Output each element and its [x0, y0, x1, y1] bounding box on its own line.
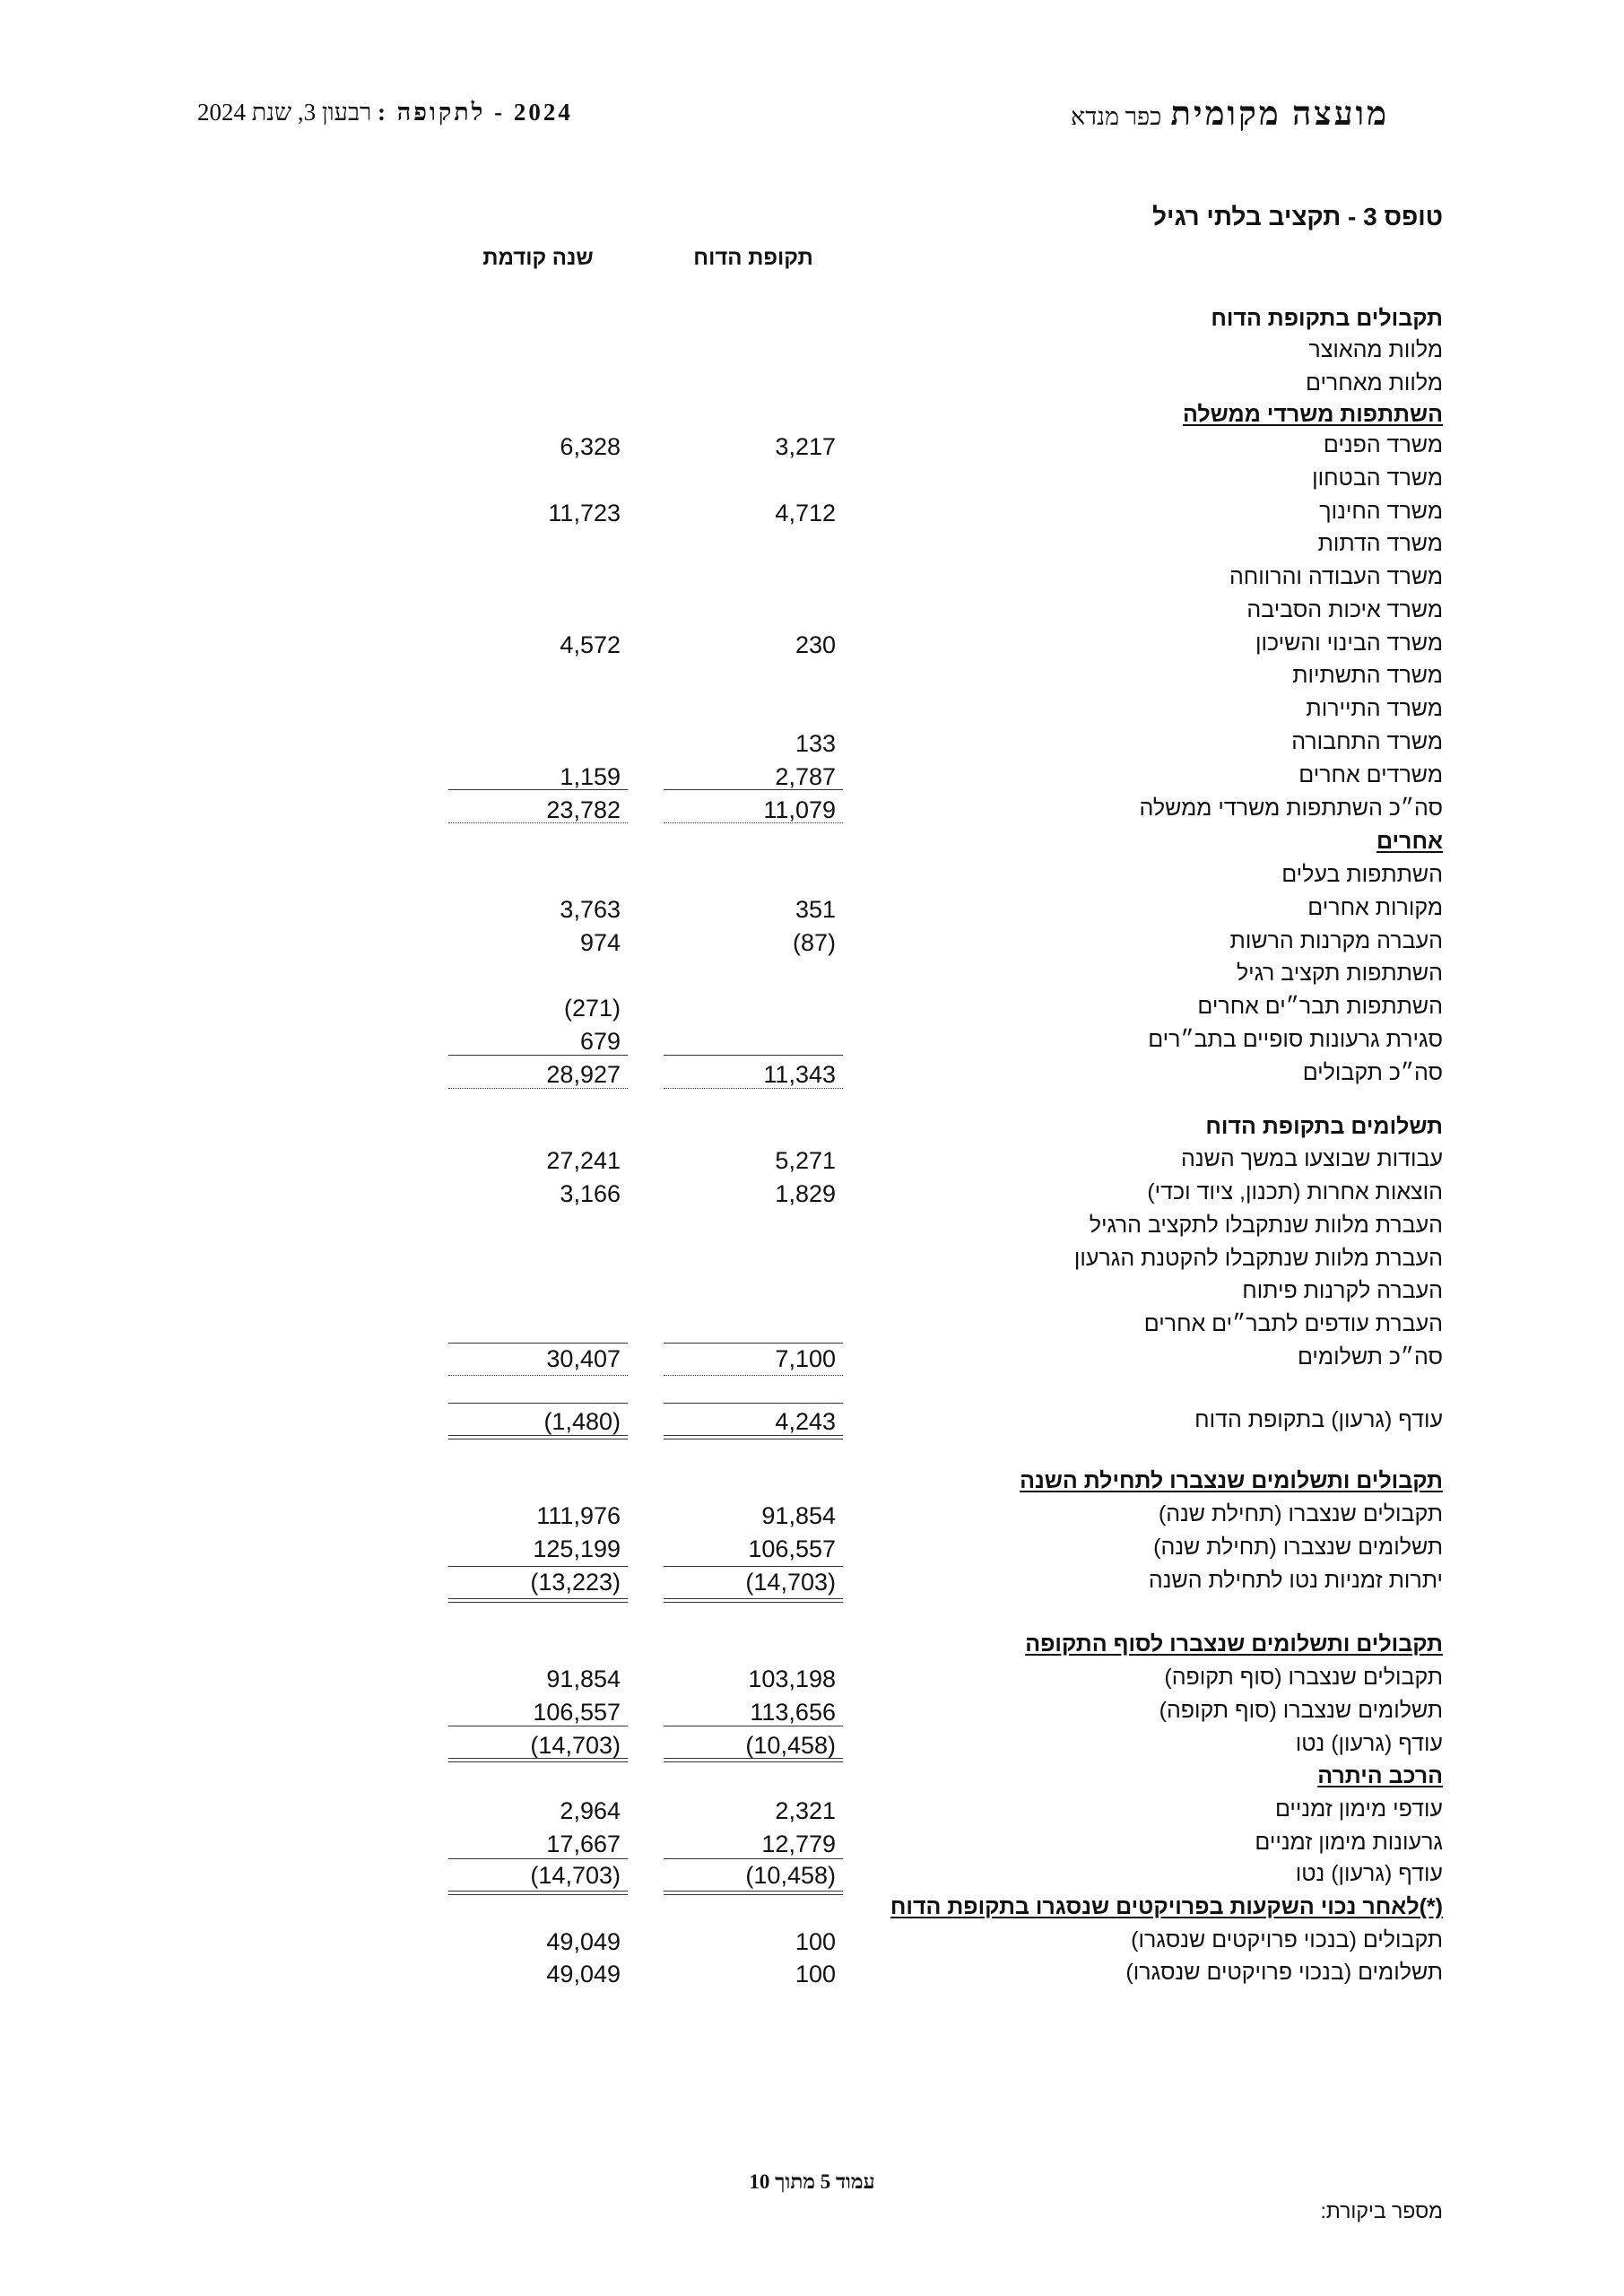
row-label: השתתפות תבר״ים אחרים	[1197, 994, 1443, 1019]
value-current: 3,217	[775, 433, 836, 460]
value-previous: (14,703)	[530, 1732, 621, 1759]
row-label: אחרים	[1376, 829, 1443, 854]
value-current: (10,458)	[745, 1732, 836, 1759]
value-previous: (271)	[563, 995, 621, 1022]
rule	[664, 1375, 843, 1376]
value-current: 11,343	[763, 1061, 836, 1088]
row-label: יתרות זמניות נטו לתחילת השנה	[1148, 1568, 1443, 1593]
rule	[448, 789, 628, 790]
row-label: תקבולים ותשלומים שנצברו לתחילת השנה	[1020, 1468, 1443, 1493]
value-previous: 23,782	[546, 796, 621, 823]
row-label: העברת עודפים לתבר״ים אחרים	[1143, 1311, 1443, 1336]
row-label: גרעונות מימון זמניים	[1255, 1830, 1443, 1855]
rule	[664, 1343, 843, 1344]
row-label: משרד החינוך	[1319, 499, 1443, 524]
row-label: סה״כ השתתפות משרדי ממשלה	[1139, 796, 1443, 821]
rule	[664, 1891, 843, 1892]
rule	[664, 1761, 843, 1762]
value-previous: 28,927	[546, 1061, 621, 1088]
value-previous: 11,723	[548, 500, 621, 526]
rule	[664, 1858, 843, 1859]
row-label: הוצאות אחרות (תכנון, ציוד וכדי)	[1147, 1179, 1443, 1205]
row-label: סה״כ תקבולים	[1302, 1060, 1443, 1085]
org-header	[1071, 95, 1389, 134]
org-name: כפר מנדא	[1071, 103, 1162, 130]
row-label: השתתפות תקציב רגיל	[1236, 961, 1443, 986]
value-current: 11,079	[763, 796, 836, 823]
value-current: 91,854	[761, 1502, 836, 1529]
rule	[448, 1894, 628, 1895]
rule	[448, 1758, 628, 1759]
value-current: 4,712	[775, 500, 836, 526]
row-label: הרכב היתרה	[1317, 1763, 1443, 1788]
row-label: תשלומים בתקופת הדוח	[1205, 1114, 1443, 1139]
value-current: 1,829	[775, 1180, 836, 1207]
value-previous: (14,703)	[530, 1862, 621, 1889]
row-label: משרד התחבורה	[1291, 729, 1443, 754]
row-label: סה״כ תשלומים	[1297, 1344, 1443, 1370]
value-previous: 679	[579, 1028, 621, 1055]
rule	[664, 1598, 843, 1599]
value-current: 4,243	[775, 1408, 836, 1435]
rule	[664, 1758, 843, 1759]
value-current: 351	[795, 896, 836, 923]
form-title: טופס 3 - תקציב בלתי רגיל	[1152, 203, 1443, 230]
rule	[664, 822, 843, 823]
rule	[448, 1891, 628, 1892]
org-title: מועצה מקומית	[1170, 96, 1389, 133]
row-label: סגירת גרעונות סופיים בתב״רים	[1148, 1027, 1443, 1052]
row-label: עודף (גרעון) נטו	[1295, 1731, 1443, 1756]
value-current: (10,458)	[745, 1862, 836, 1889]
rule	[448, 1375, 628, 1376]
value-current: 100	[795, 1928, 836, 1955]
rule	[448, 822, 628, 823]
value-current: 103,198	[748, 1665, 836, 1692]
rule	[664, 1894, 843, 1895]
row-label: תקבולים שנצברו (תחילת שנה)	[1158, 1501, 1443, 1526]
audit-number: מספר ביקורת:	[1320, 2199, 1443, 2222]
value-previous: (13,223)	[530, 1569, 621, 1596]
row-label: השתתפות משרדי ממשלה	[1182, 402, 1443, 427]
rule	[664, 1602, 843, 1603]
value-previous: 49,049	[546, 1961, 621, 1987]
rule	[448, 1858, 628, 1859]
row-label: תקבולים ותשלומים שנצברו לסוף התקופה	[1025, 1631, 1443, 1657]
period-year: 2024 - לתקופה :	[377, 99, 573, 126]
row-label: העברת מלוות שנתקבלו לתקציב הרגיל	[1089, 1213, 1443, 1238]
row-label: משרד התיירות	[1306, 696, 1443, 721]
period-header	[197, 99, 573, 126]
row-label: משרד הדתות	[1317, 531, 1443, 556]
row-label: משרד הפנים	[1323, 432, 1443, 457]
column-header-previous: שנה קודמת	[482, 246, 594, 270]
row-label: תקבולים (בנכוי פרויקטים שנסגרו)	[1131, 1927, 1443, 1952]
value-current: 113,656	[750, 1699, 836, 1726]
rule	[448, 1598, 628, 1599]
row-label: משרד איכות הסביבה	[1246, 597, 1443, 622]
row-label: משרד הבטחון	[1312, 465, 1443, 491]
row-label: עודפי מימון זמניים	[1274, 1796, 1443, 1822]
rule	[664, 1088, 843, 1089]
value-current: 5,271	[775, 1147, 836, 1174]
value-current: 100	[795, 1961, 836, 1987]
rule	[448, 1761, 628, 1762]
row-label: השתתפות בעלים	[1281, 862, 1443, 887]
row-label: העברת מלוות שנתקבלו להקטנת הגרעון	[1073, 1246, 1443, 1271]
rule	[448, 1566, 628, 1567]
rule	[448, 1088, 628, 1089]
rule	[664, 1055, 843, 1056]
value-previous: 30,407	[546, 1345, 621, 1372]
row-label: משרד הבינוי והשיכון	[1255, 631, 1443, 656]
value-current: (87)	[792, 929, 836, 956]
value-previous: 3,763	[560, 896, 621, 923]
value-previous: 111,976	[536, 1502, 621, 1529]
value-previous: 6,328	[560, 433, 621, 460]
row-label: תקבולים שנצברו (סוף תקופה)	[1164, 1665, 1443, 1690]
value-previous: 2,964	[560, 1797, 621, 1824]
row-label: עודף (גרעון) בתקופת הדוח	[1194, 1407, 1443, 1432]
row-label: עבודות שבוצעו במשך השנה	[1181, 1146, 1443, 1171]
value-previous: 106,557	[533, 1699, 621, 1726]
row-label: העברה מקרנות הרשות	[1229, 928, 1443, 953]
value-previous: 4,572	[560, 631, 621, 658]
value-previous: 974	[579, 929, 621, 956]
row-label: משרדים אחרים	[1298, 762, 1443, 787]
value-previous: 17,667	[546, 1831, 621, 1857]
row-label: מקורות אחרים	[1307, 895, 1443, 920]
value-previous: 3,166	[560, 1180, 621, 1207]
value-current: 230	[795, 631, 836, 658]
rule	[448, 1435, 628, 1436]
value-current: 12,779	[761, 1831, 836, 1857]
rule	[664, 1403, 843, 1404]
row-label: משרד העבודה והרווחה	[1229, 564, 1443, 589]
row-label: מלוות מאחרים	[1305, 370, 1443, 396]
value-current: 2,787	[775, 763, 836, 790]
value-current: 2,321	[775, 1797, 836, 1824]
row-label: תקבולים בתקופת הדוח	[1211, 306, 1443, 331]
column-header-current: תקופת הדוח	[693, 246, 813, 270]
value-previous: 49,049	[546, 1928, 621, 1955]
row-label: (*)לאחר נכוי השקעות בפרויקטים שנסגרו בתקופת הדוח	[890, 1894, 1443, 1919]
rule	[664, 789, 843, 790]
value-previous: 91,854	[546, 1665, 621, 1692]
rule	[448, 1055, 628, 1056]
page-number: עמוד 5 מתוך 10	[749, 2170, 875, 2193]
row-label: העברה לקרנות פיתוח	[1242, 1278, 1443, 1303]
row-label: תשלומים (בנכוי פרויקטים שנסגרו)	[1125, 1960, 1443, 1985]
value-current: 106,557	[748, 1535, 836, 1562]
value-previous: 125,199	[533, 1535, 621, 1562]
rule	[448, 1403, 628, 1404]
value-previous: (1,480)	[543, 1408, 621, 1435]
row-label: עודף (גרעון) נטו	[1295, 1861, 1443, 1886]
value-previous: 1,159	[560, 763, 621, 790]
value-current: (14,703)	[745, 1569, 836, 1596]
row-label: מלוות מהאוצר	[1308, 337, 1443, 362]
row-label: משרד התשתיות	[1292, 663, 1443, 688]
value-current: 7,100	[775, 1345, 836, 1372]
rule	[448, 1602, 628, 1603]
rule	[664, 1566, 843, 1567]
rule	[664, 1435, 843, 1436]
rule	[448, 1343, 628, 1344]
value-current: 133	[795, 730, 836, 757]
row-label: תשלומים שנצברו (סוף תקופה)	[1159, 1698, 1443, 1723]
value-previous: 27,241	[546, 1147, 621, 1174]
row-label: תשלומים שנצברו (תחילת שנה)	[1153, 1535, 1443, 1560]
period-text: רבעון 3, שנת 2024	[197, 99, 372, 126]
